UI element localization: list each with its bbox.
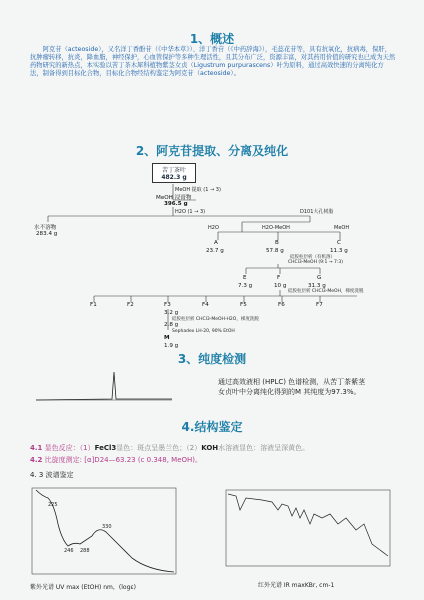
d101-resin-label: D101大孔树脂 xyxy=(300,209,334,215)
final-m-weight: 1.9 g xyxy=(164,343,179,349)
sephadex-step: Sephadex LH-20, 90% EtOH xyxy=(172,329,235,334)
fraction-f5: F5 xyxy=(240,302,247,308)
item-4-2-number: 4.2 xyxy=(30,456,43,464)
fraction-g-weight: 31.3 g xyxy=(308,283,326,289)
elute-h2o-meoh: H2O-MeOH xyxy=(262,225,290,231)
fraction-a: A xyxy=(214,240,218,246)
start-material-name: 苦丁茶叶 xyxy=(161,167,186,174)
silica-column-2: 硅胶柱层析 CHCl3-MeOH，梯度洗脱 xyxy=(288,289,364,294)
fraction-f3: F3 xyxy=(164,302,171,308)
section2-title: 2、阿克苷提取、分离及纯化 xyxy=(135,144,289,158)
step-meoh-extract: MeOH 提取 (1 → 3) xyxy=(175,187,221,193)
uv-caption: 紫外光谱 UV max (EtOH) nm，(logε) xyxy=(30,584,136,591)
fraction-b-weight: 57.8 g xyxy=(266,248,284,254)
uv-peak-225: 225 xyxy=(48,502,58,508)
koh-result: 水溶液显色：溶液呈深黄色。 xyxy=(218,444,310,452)
uv-peak-246: 246 xyxy=(64,548,74,554)
koh-label: KOH xyxy=(201,444,219,452)
color-reaction-label: 显色反应：（1） xyxy=(44,444,95,452)
uv-peak-288: 288 xyxy=(80,548,90,554)
fecl3-result: 显色：斑点呈墨兰色；（2） xyxy=(116,444,202,452)
fraction-f4: F4 xyxy=(202,302,209,308)
spectrum-heading: 4. 3 波谱鉴定 xyxy=(30,471,74,479)
fraction-c: C xyxy=(337,240,341,246)
start-material-weight: 482.3 g xyxy=(161,174,187,181)
fraction-f2: F2 xyxy=(127,302,134,308)
insoluble-weight: 283.4 g xyxy=(36,231,58,237)
fraction-f7: F7 xyxy=(316,302,323,308)
fraction-c-weight: 11.3 g xyxy=(330,248,348,254)
intermediate-weight: 2.8 g xyxy=(164,322,179,328)
item-4-1-number: 4.1 xyxy=(30,444,43,452)
step-water: H2O (1 → 3) xyxy=(175,209,206,215)
silica-column-1-eluent: CHCl3-MeOH (9:1 → 7:3) xyxy=(288,260,344,265)
color-reaction-line xyxy=(30,443,309,453)
purity-paragraph: 通过高效液相 (HPLC) 色谱检测，从苦丁茶紫茎女贞叶中分离纯化得到的M 其纯度为97.3%。 xyxy=(218,378,366,396)
section1-title: 1、概述 xyxy=(189,32,235,46)
fraction-f1: F1 xyxy=(90,302,97,308)
fraction-b: B xyxy=(275,240,279,246)
uv-spectrum xyxy=(28,484,180,579)
fraction-e-weight: 7.3 g xyxy=(238,283,253,289)
silica-column-1: 硅胶柱层析（有机溶） xyxy=(290,255,335,260)
fraction-f6: F6 xyxy=(278,302,285,308)
fraction-a-weight: 23.7 g xyxy=(206,248,224,254)
ir-spectrum xyxy=(222,488,394,570)
f3-weight: 3.2 g xyxy=(164,310,179,316)
meoh-extract-weight: 396.5 g xyxy=(164,201,188,207)
section3-title: 3、纯度检测 xyxy=(177,352,247,366)
fraction-e: E xyxy=(243,275,247,281)
insoluble-name: 水不溶物 xyxy=(34,225,57,231)
hplc-chromatogram xyxy=(34,370,174,410)
optical-rotation-text: 比旋度测定: [α]D24—63.23 (c 0.348, MeOH)。 xyxy=(44,456,203,464)
final-m: M xyxy=(164,335,170,341)
elute-h2o: H2O xyxy=(208,225,219,231)
fraction-f: F xyxy=(277,275,281,281)
silica-column-3: 硅胶柱层析 CHCl3-MeOH-H2O，梯度洗脱 xyxy=(172,317,259,322)
ir-caption: 红外光谱 IR maxKBr, cm-1 xyxy=(258,582,335,589)
meoh-extract-name: MeOH 浸膏物 xyxy=(156,195,192,201)
optical-rotation-line xyxy=(30,455,202,465)
uv-peak-330: 330 xyxy=(102,524,112,530)
fecl3-label: FeCl3 xyxy=(94,444,117,452)
fraction-g: G xyxy=(317,275,322,281)
overview-paragraph: 阿克苷（acteoside），又名洋丁香酚苷（《中华本草》）、洋丁香苷（《中药辞海》），毛蕊花苷等，具有抗氧化，抗病毒，保肝，抗肿瘤转移，抗炎，降血脂，神经保护，心血管保护等多种生理活性，且其分布广泛，资源丰富，对其药用价值的研究也已成为天然药物研究的新热点，本实验以苦丁茶木犀科植物紫茎女贞（Ligustrum purpurascens）叶为原料，通过高效快速的分离纯化方法，制备得到目标化合物，目标化合物经结构鉴定为阿克苷（acteoside）。 xyxy=(30,46,396,77)
section4-title: 4.结构鉴定 xyxy=(181,420,243,434)
fraction-f-weight: 10 g xyxy=(274,283,287,289)
elute-meoh: MeOH xyxy=(334,225,350,231)
